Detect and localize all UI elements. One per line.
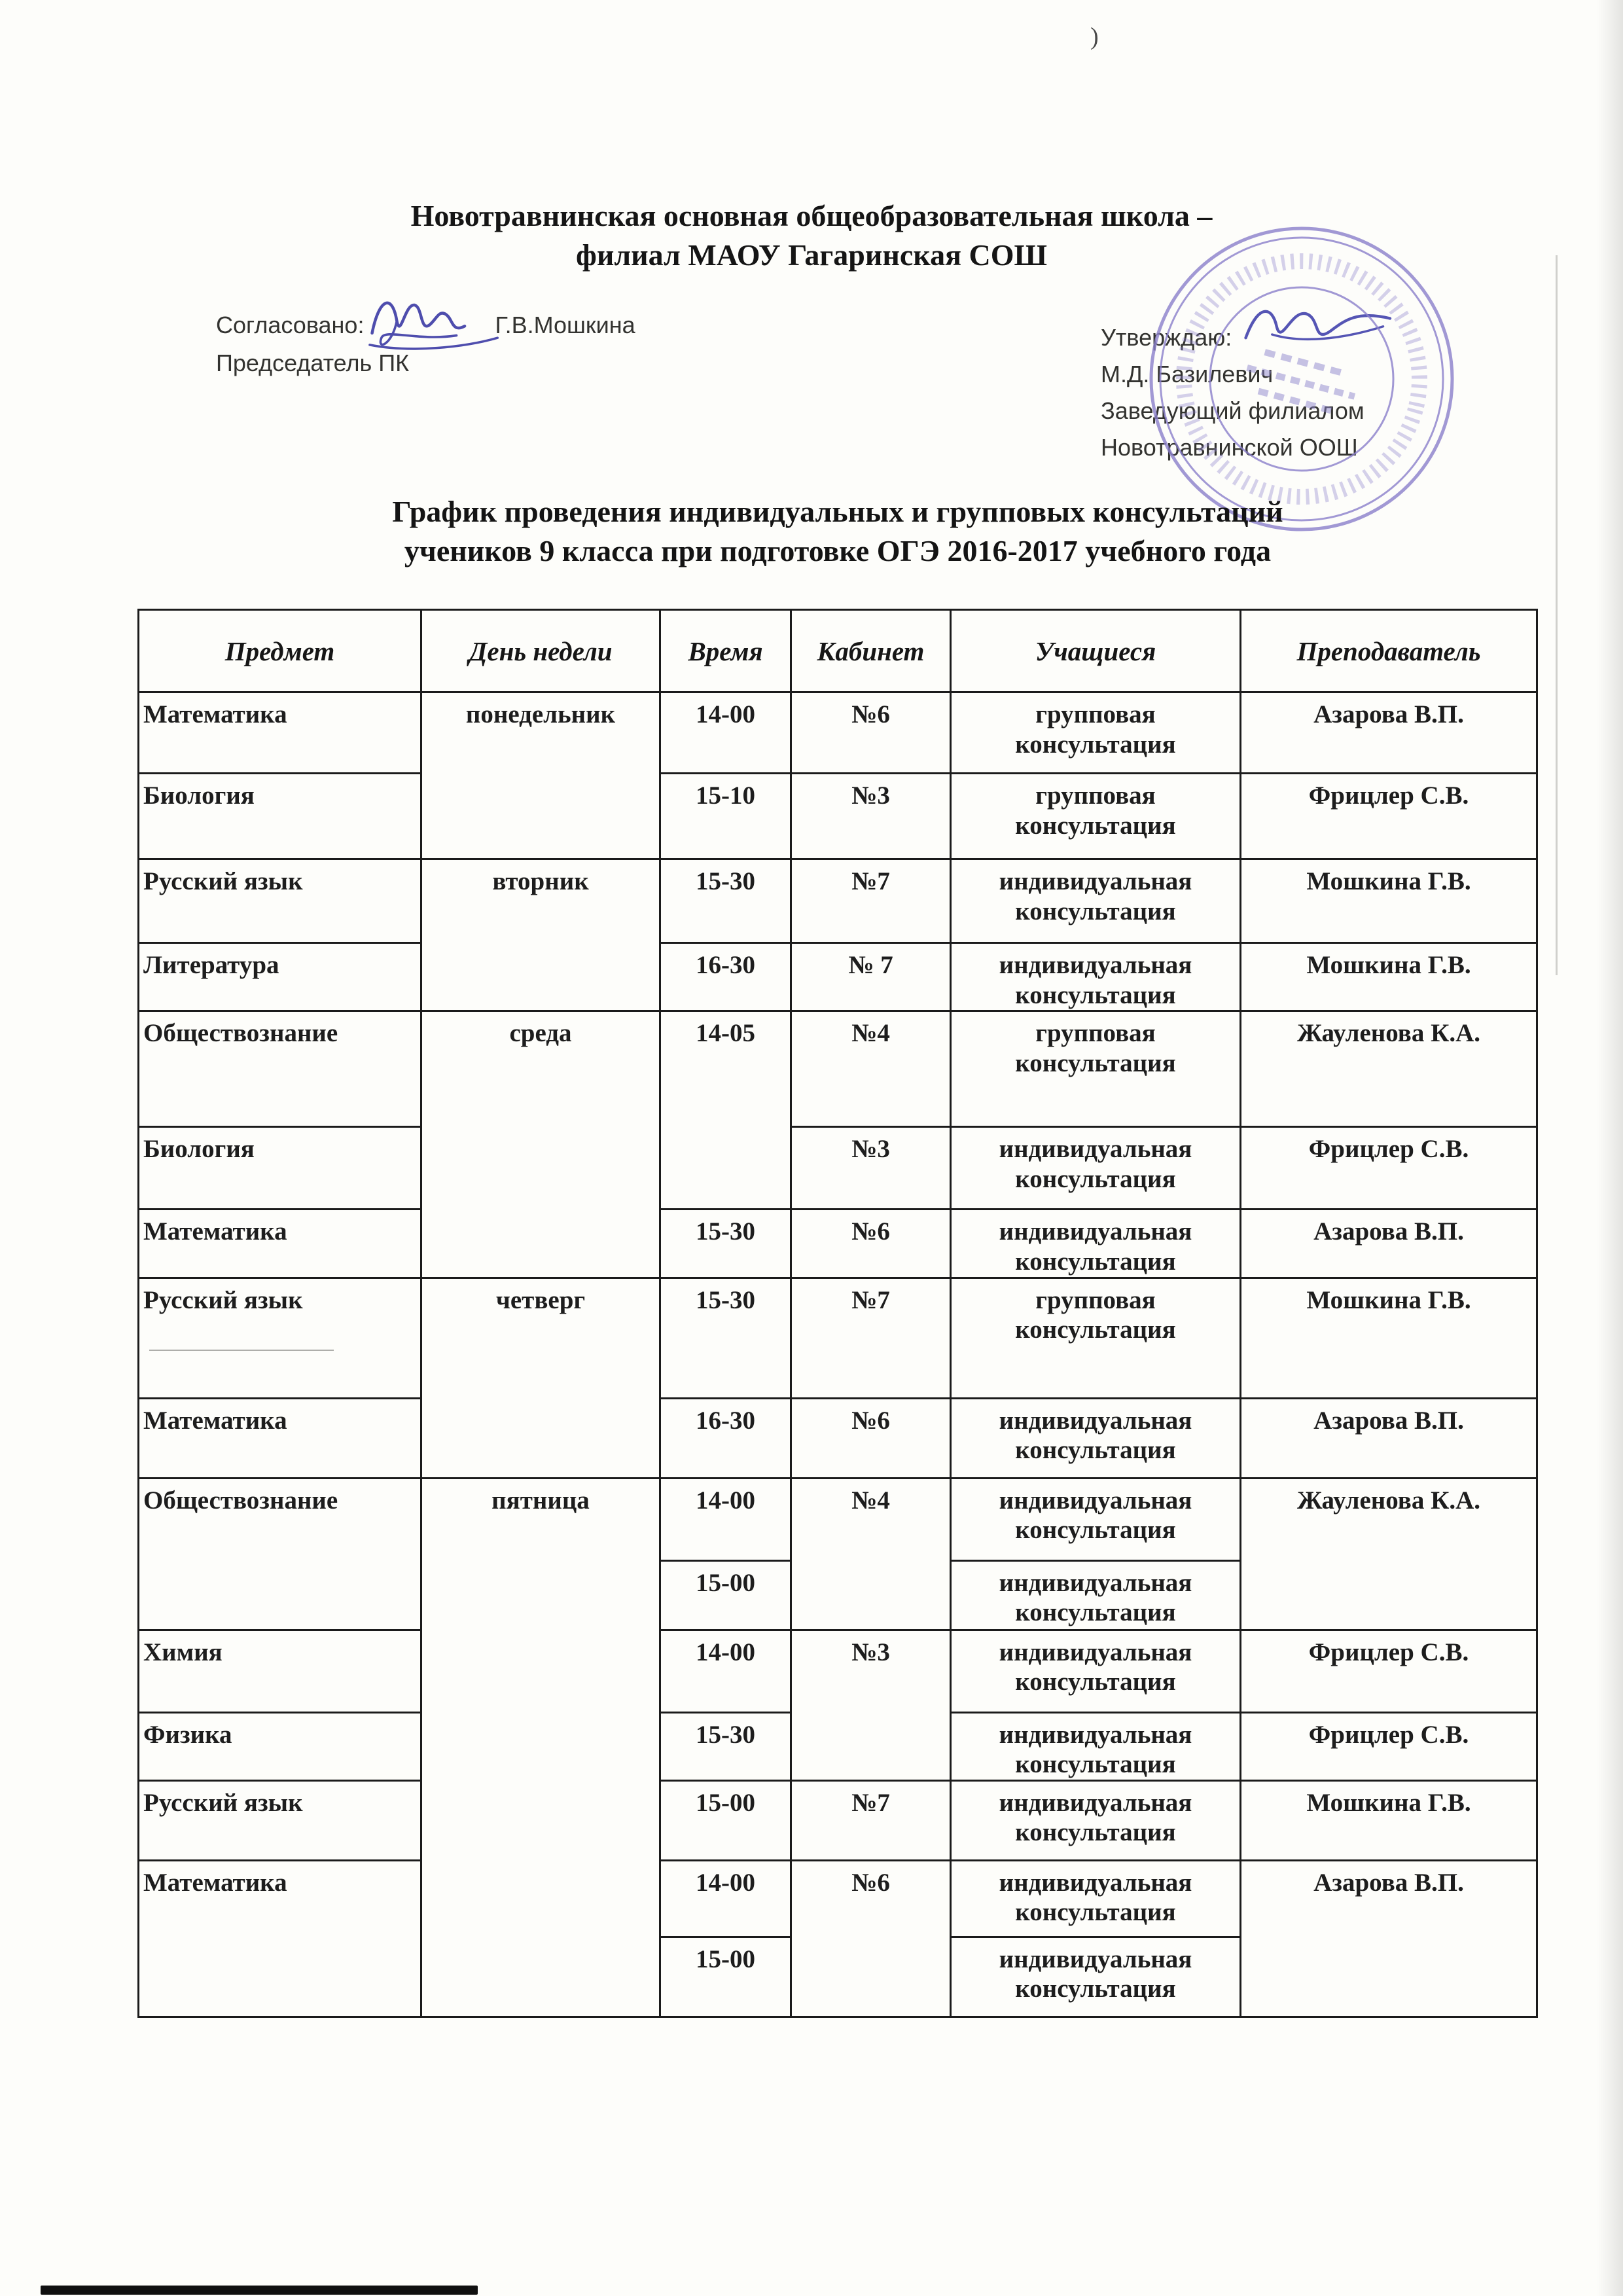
cell-time: 15-30 (660, 1278, 791, 1398)
cell-subject: Обществознание (139, 1478, 421, 1630)
cell-day: четверг (421, 1278, 660, 1478)
cell-students: групповая консультация (951, 774, 1241, 859)
cell-time: 14-00 (660, 1860, 791, 1937)
cell-teacher: Азарова В.П. (1241, 1398, 1537, 1478)
school-title-line1: Новотравнинская основная общеобразовательная школа – (410, 199, 1213, 232)
col-header-teacher: Преподаватель (1241, 610, 1537, 692)
cell-subject: Математика (139, 1398, 421, 1478)
cell-room: №3 (791, 774, 951, 859)
cell-students: индивидуальная консультация (951, 1398, 1241, 1478)
cell-time: 14-00 (660, 692, 791, 774)
cell-subject: Литература (139, 943, 421, 1011)
cell-room: №7 (791, 1278, 951, 1398)
consultation-schedule-table (137, 609, 1538, 2018)
cell-students: индивидуальная консультация (951, 1210, 1241, 1278)
cell-subject: Русский язык (139, 1278, 421, 1398)
cell-room: №4 (791, 1478, 951, 1630)
cell-teacher: Мошкина Г.В. (1241, 859, 1537, 943)
agreed-name: Г.В.Мошкина (495, 312, 635, 338)
cell-day: среда (421, 1011, 660, 1278)
cell-room: №6 (791, 692, 951, 774)
table-row (139, 1210, 1537, 1278)
cell-teacher: Фрицлер С.В. (1241, 1127, 1537, 1210)
table-header-row (139, 610, 1537, 692)
approved-label: Утверждаю: (1101, 324, 1232, 351)
cell-students: индивидуальная консультация (951, 1937, 1241, 2017)
cell-students: индивидуальная консультация (951, 1712, 1241, 1780)
cell-subject: Химия (139, 1630, 421, 1712)
cell-time: 14-05 (660, 1011, 791, 1210)
cell-time: 15-00 (660, 1937, 791, 2017)
col-header-room: Кабинет (791, 610, 951, 692)
cell-time: 15-00 (660, 1780, 791, 1860)
cell-day: пятница (421, 1478, 660, 2017)
agreed-role: Председатель ПК (216, 350, 410, 376)
cell-room: №7 (791, 1780, 951, 1860)
agreed-block (216, 306, 635, 382)
approved-block (1101, 319, 1364, 466)
cell-room: №3 (791, 1630, 951, 1780)
cell-room: №3 (791, 1127, 951, 1210)
cell-teacher: Мошкина Г.В. (1241, 943, 1537, 1011)
cell-teacher: Фрицлер С.В. (1241, 774, 1537, 859)
cell-students: индивидуальная консультация (951, 1478, 1241, 1560)
cell-time: 15-10 (660, 774, 791, 859)
scan-bottom-artifact (41, 2286, 478, 2295)
cell-room: №6 (791, 1210, 951, 1278)
cell-subject: Русский язык (139, 1780, 421, 1860)
cell-subject: Математика (139, 1860, 421, 2017)
cell-subject: Физика (139, 1712, 421, 1780)
paper-edge-shadow (1597, 0, 1623, 2296)
schedule-title-line1: График проведения индивидуальных и групповых консультаций (392, 495, 1283, 528)
table-row (139, 859, 1537, 943)
cell-students: индивидуальная консультация (951, 1630, 1241, 1712)
table-row (139, 1011, 1537, 1127)
col-header-day: День недели (421, 610, 660, 692)
agreed-label: Согласовано: (216, 312, 365, 338)
table-row (139, 1398, 1537, 1478)
cell-time: 15-30 (660, 1712, 791, 1780)
table-row (139, 1630, 1537, 1712)
cell-time: 15-30 (660, 859, 791, 943)
cell-students: индивидуальная консультация (951, 1560, 1241, 1630)
cell-students: групповая консультация (951, 1011, 1241, 1127)
table-row (139, 692, 1537, 774)
cell-teacher: Жауленова К.А. (1241, 1011, 1537, 1127)
school-title-line2: филиал МАОУ Гагаринская СОШ (576, 238, 1047, 272)
cell-room: №6 (791, 1860, 951, 2017)
cell-room: № 7 (791, 943, 951, 1011)
cell-teacher: Фрицлер С.В. (1241, 1630, 1537, 1712)
scan-edge-line (1556, 255, 1558, 975)
cell-subject: Русский язык (139, 859, 421, 943)
cell-day: понедельник (421, 692, 660, 859)
cell-students: индивидуальная консультация (951, 1860, 1241, 1937)
table-row (139, 1780, 1537, 1860)
cell-time: 15-30 (660, 1210, 791, 1278)
cell-teacher: Азарова В.П. (1241, 1210, 1537, 1278)
cell-time: 16-30 (660, 943, 791, 1011)
cell-time: 15-00 (660, 1560, 791, 1630)
cell-students: индивидуальная консультация (951, 943, 1241, 1011)
schedule-title-line2: учеников 9 класса при подготовке ОГЭ 2016-2017 учебного года (404, 534, 1272, 567)
cell-subject: Обществознание (139, 1011, 421, 1127)
cell-students: индивидуальная консультация (951, 859, 1241, 943)
cell-day: вторник (421, 859, 660, 1011)
cell-teacher: Мошкина Г.В. (1241, 1780, 1537, 1860)
cell-subject: Биология (139, 1127, 421, 1210)
cell-teacher: Азарова В.П. (1241, 692, 1537, 774)
cell-room: №6 (791, 1398, 951, 1478)
cell-subject: Математика (139, 1210, 421, 1278)
table-row (139, 1278, 1537, 1398)
table-row (139, 943, 1537, 1011)
cell-teacher: Жауленова К.А. (1241, 1478, 1537, 1630)
table-row (139, 1127, 1537, 1210)
approved-role-line1: Заведующий филиалом (1101, 397, 1364, 424)
cell-students: групповая консультация (951, 1278, 1241, 1398)
cell-students: индивидуальная консультация (951, 1780, 1241, 1860)
cell-teacher: Фрицлер С.В. (1241, 1712, 1537, 1780)
cell-subject: Биология (139, 774, 421, 859)
approved-role-line2: Новотравнинской ООШ (1101, 434, 1358, 461)
cell-teacher: Мошкина Г.В. (1241, 1278, 1537, 1398)
cell-teacher: Азарова В.П. (1241, 1860, 1537, 2017)
approved-name: М.Д. Базилевич (1101, 361, 1274, 387)
cell-time: 14-00 (660, 1630, 791, 1712)
cell-room: №4 (791, 1011, 951, 1127)
col-header-time: Время (660, 610, 791, 692)
cell-time: 16-30 (660, 1398, 791, 1478)
cell-time: 14-00 (660, 1478, 791, 1560)
cell-students: групповая консультация (951, 692, 1241, 774)
table-row (139, 774, 1537, 859)
agreed-line (216, 306, 635, 344)
cell-room: №7 (791, 859, 951, 943)
table-row (139, 1478, 1537, 1560)
schedule-title (79, 492, 1597, 571)
cell-students: индивидуальная консультация (951, 1127, 1241, 1210)
pen-mark: ) (1090, 23, 1099, 50)
col-header-students: Учащиеся (951, 610, 1241, 692)
school-title (0, 196, 1623, 275)
table-row (139, 1860, 1537, 1937)
cell-subject: Математика (139, 692, 421, 774)
col-header-subject: Предмет (139, 610, 421, 692)
